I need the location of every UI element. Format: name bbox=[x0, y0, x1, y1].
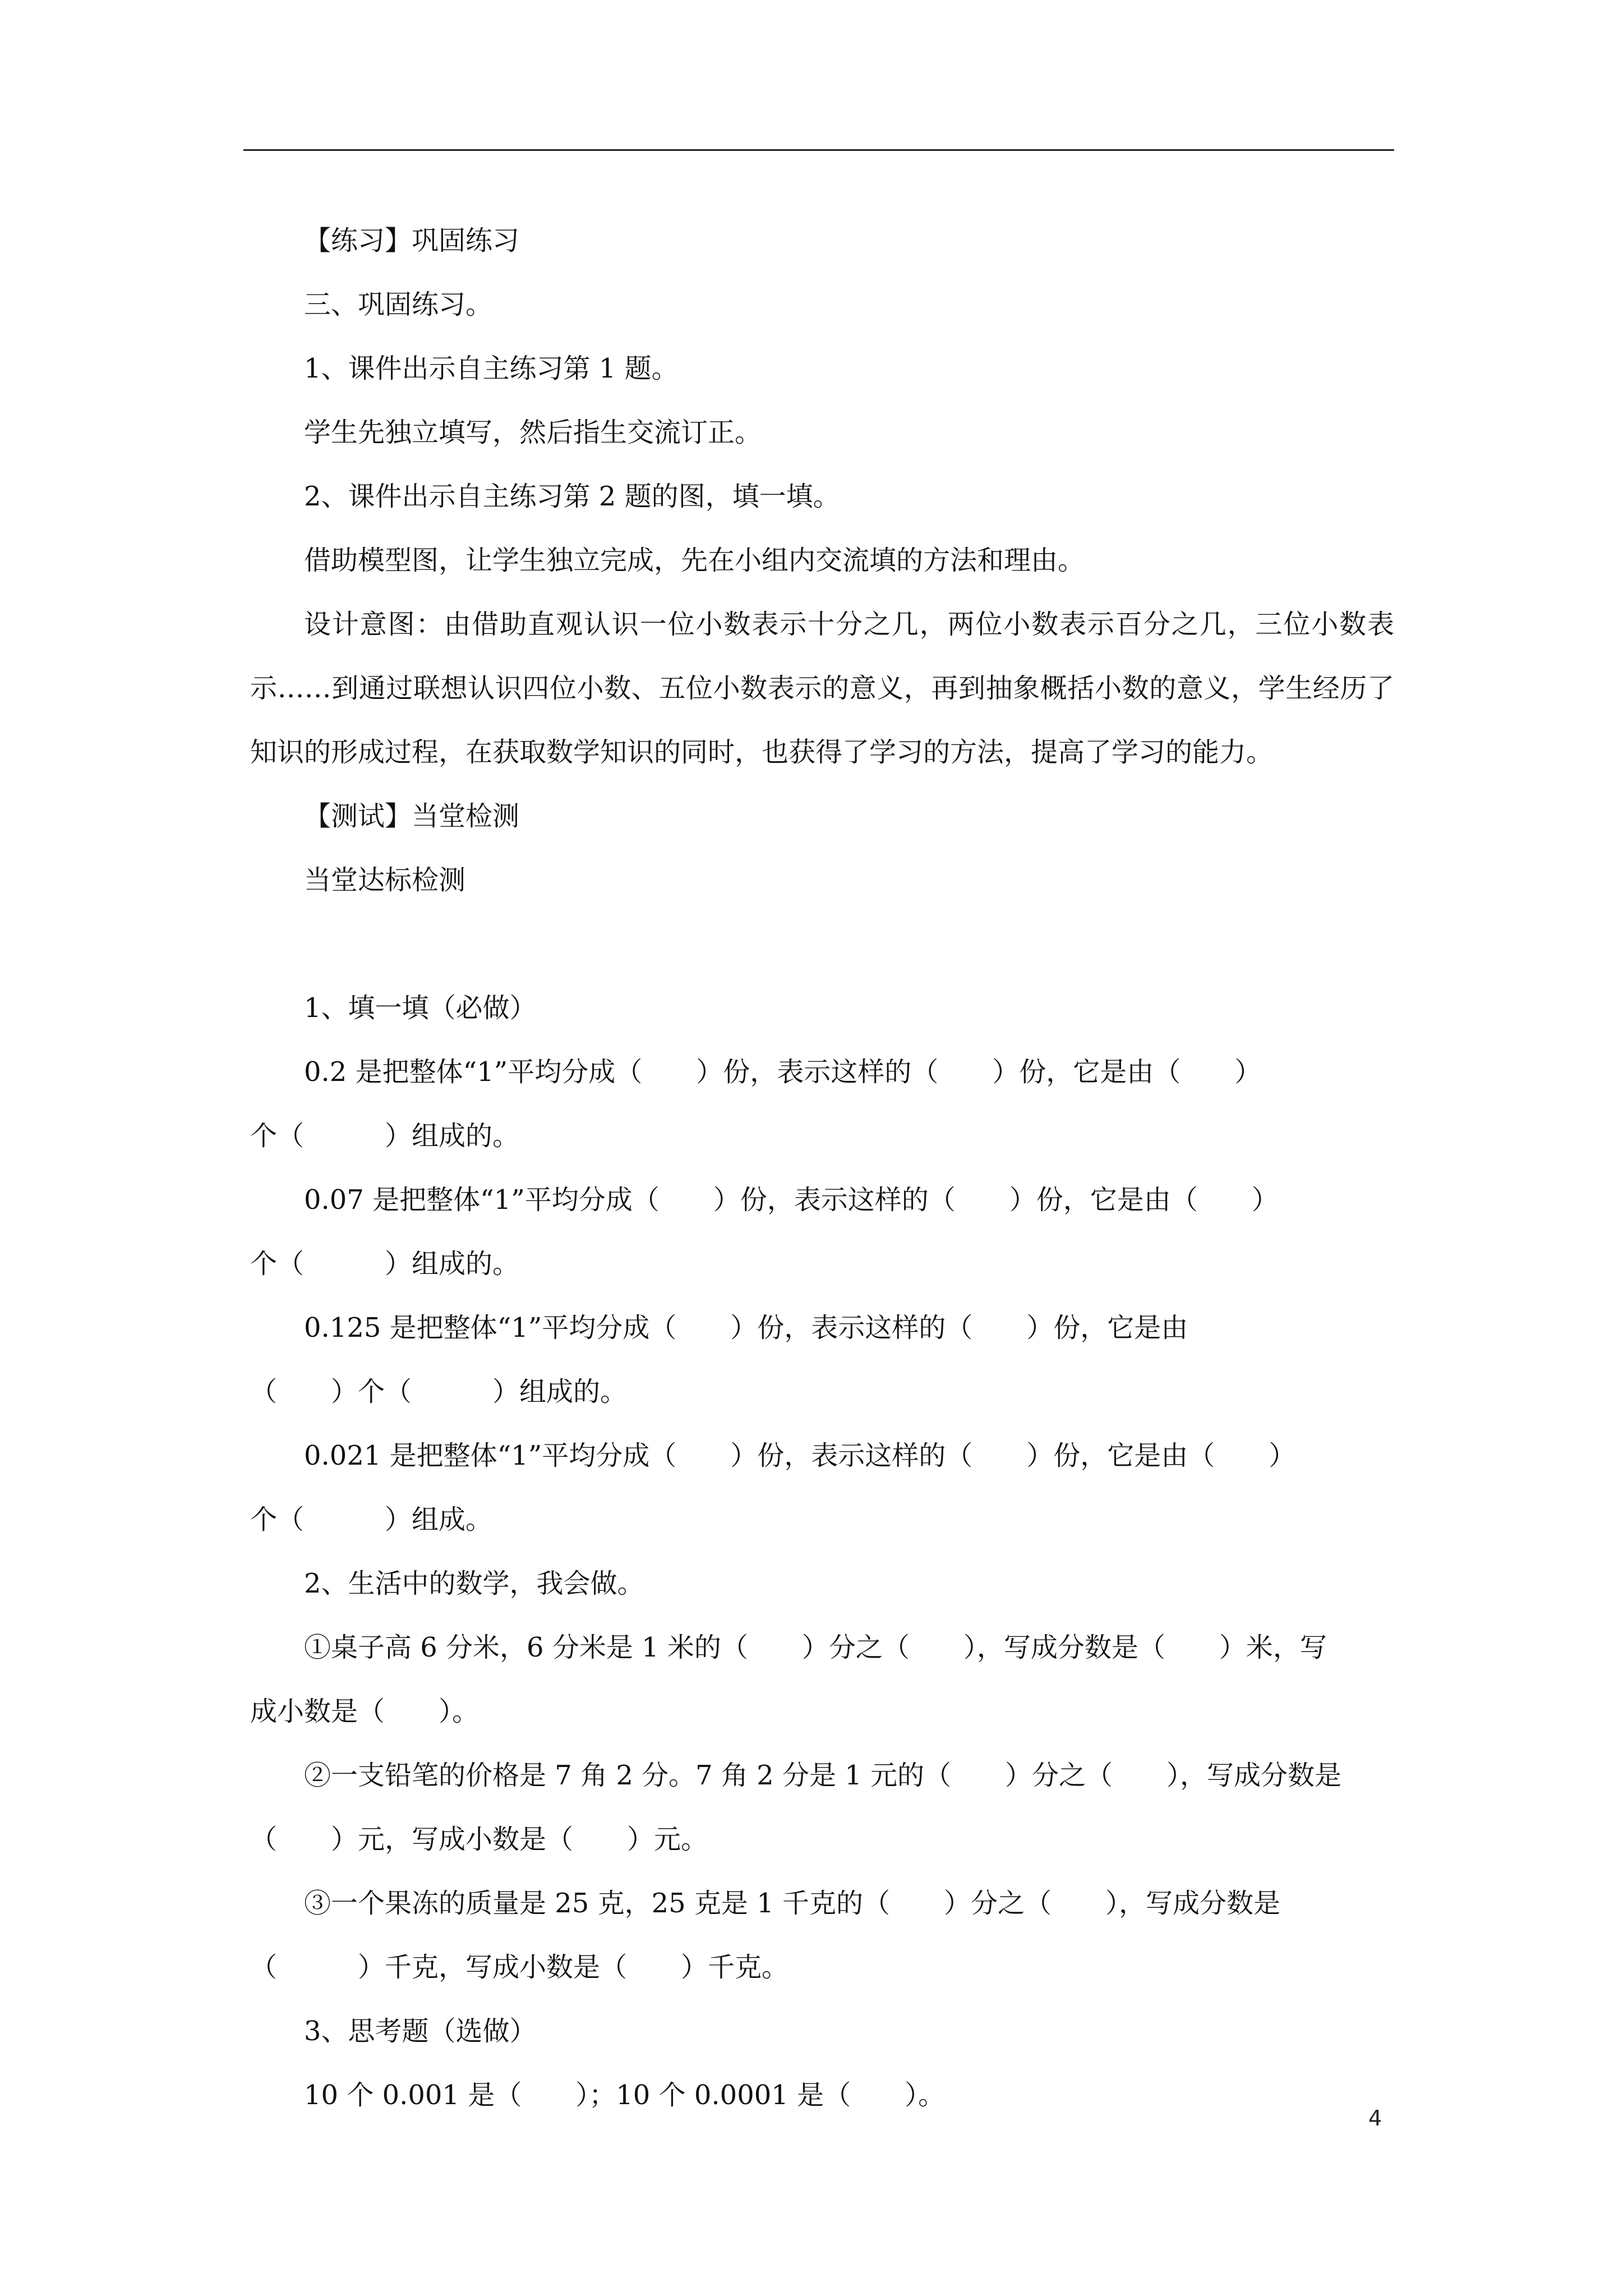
question-2-line: 成小数是（ ）。 bbox=[250, 1696, 479, 1727]
practice-section-title: 三、巩固练习。 bbox=[304, 289, 493, 320]
question-1-line: 个（ ）组成。 bbox=[250, 1504, 493, 1535]
test-subheading: 当堂达标检测 bbox=[304, 864, 466, 896]
practice-heading: 【练习】巩固练习 bbox=[304, 225, 520, 256]
question-1-line: 个（ ）组成的。 bbox=[250, 1120, 520, 1152]
question-1-line: 0.07 是把整体“1”平均分成（ ）份，表示这样的（ ）份，它是由（ ） bbox=[304, 1184, 1279, 1216]
question-1-title: 1、填一填（必做） bbox=[304, 992, 537, 1024]
question-1-line: 0.021 是把整体“1”平均分成（ ）份，表示这样的（ ）份，它是由（ ） bbox=[304, 1440, 1296, 1471]
question-1-line: 0.125 是把整体“1”平均分成（ ）份，表示这样的（ ）份，它是由 bbox=[304, 1312, 1188, 1343]
practice-item-1: 1、课件出示自主练习第 1 题。 bbox=[304, 353, 679, 384]
document-body bbox=[250, 209, 1394, 2127]
question-3-title: 3、思考题（选做） bbox=[304, 2016, 537, 2047]
practice-item-2-note: 借助模型图，让学生独立完成，先在小组内交流填的方法和理由。 bbox=[304, 545, 1085, 576]
test-heading: 【测试】当堂检测 bbox=[304, 800, 520, 832]
question-2-line: ③一个果冻的质量是 25 克，25 克是 1 千克的（ ）分之（ ），写成分数是 bbox=[304, 1888, 1280, 1919]
header-rule bbox=[243, 149, 1394, 151]
practice-item-2: 2、课件出示自主练习第 2 题的图，填一填。 bbox=[304, 481, 840, 512]
question-2-line: ①桌子高 6 分米，6 分米是 1 米的（ ）分之（ ），写成分数是（ ）米，写 bbox=[304, 1632, 1327, 1663]
question-3-line: 10 个 0.001 是（ ）；10 个 0.0001 是（ ）。 bbox=[304, 2079, 946, 2111]
question-2-line: （ ）元，写成小数是（ ）元。 bbox=[250, 1824, 708, 1855]
question-1-line: 0.2 是把整体“1”平均分成（ ）份，表示这样的（ ）份，它是由（ ） bbox=[304, 1056, 1262, 1088]
page-number: 4 bbox=[1368, 2106, 1382, 2131]
question-2-line: ②一支铅笔的价格是 7 角 2 分。7 角 2 分是 1 元的（ ）分之（ ），写成分数是 bbox=[304, 1760, 1342, 1791]
design-intent-paragraph: 设计意图：由借助直观认识一位小数表示十分之几，两位小数表示百分之几，三位小数表示……到通过联想认识四位小数、五位小数表示的意义，再到抽象概括小数的意义，学生经历了知识的形成过程，在获取数学知识的同时，也获得了学习的方法，提高了学习的能力。 bbox=[250, 609, 1394, 768]
spacer bbox=[250, 912, 1394, 976]
question-2-line: （ ）千克，写成小数是（ ）千克。 bbox=[250, 1952, 789, 1983]
question-1-line: （ ）个（ ）组成的。 bbox=[250, 1376, 628, 1407]
question-1-line: 个（ ）组成的。 bbox=[250, 1248, 520, 1280]
practice-item-1-note: 学生先独立填写，然后指生交流订正。 bbox=[304, 417, 762, 448]
question-2-title: 2、生活中的数学，我会做。 bbox=[304, 1568, 644, 1599]
